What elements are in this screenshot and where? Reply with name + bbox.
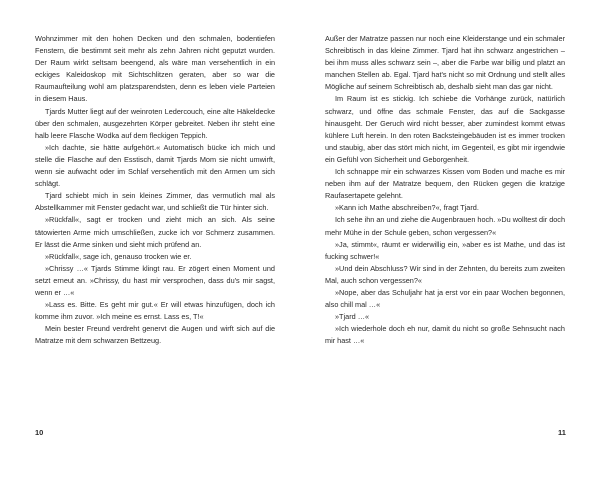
paragraph: »Rückfall«, sagt er trocken und zieht mich an sich. Als seine tätowierten Arme mich umschließen, zucke ich vor Schmerz zusammen. Er lässt die Arme sinken und sieht mich prüfend an. xyxy=(35,215,275,249)
right-page xyxy=(300,0,600,478)
left-page-text xyxy=(35,33,275,347)
paragraph: Tjard schiebt mich in sein kleines Zimmer, das vermutlich mal als Abstellkammer mit Fenster gedacht war, und schließt die Tür hinter sich. xyxy=(35,191,275,213)
page-number-left: 10 xyxy=(35,428,44,437)
paragraph: »Nope, aber das Schuljahr hat ja erst vor ein paar Wochen begonnen, also chill mal …« xyxy=(325,287,565,310)
paragraph: Tjards Mutter liegt auf der weinroten Ledercouch, eine alte Häkeldecke über den schmalen, ausgezehrten Körper gebreitet. Neben ihr steht eine halb leere Flasche Wodka auf dem fleckigen Teppich. xyxy=(35,106,275,140)
paragraph: »Chrissy …« Tjards Stimme klingt rau. Er zögert einen Moment und setzt erneut an. »Chrissy, du hast mir versprochen, dass du's mir sagst, wenn er …« xyxy=(35,263,275,297)
page-number-right: 11 xyxy=(558,428,566,437)
paragraph: »Ich wiederhole doch eh nur, damit du nicht so große Sehnsucht nach mir hast …« xyxy=(325,324,565,346)
paragraph: Mein bester Freund verdreht genervt die Augen und wirft sich auf die Matratze mit dem schwarzen Bettzeug. xyxy=(35,324,275,346)
paragraph: Ich sehe ihn an und ziehe die Augenbrauen hoch. »Du wolltest dir doch mehr Mühe in der Schule geben, schon vergessen?« xyxy=(325,215,566,237)
paragraph: »Kann ich Mathe abschreiben?«, fragt Tjard. xyxy=(335,203,479,213)
paragraph: »Ich dachte, sie hätte aufgehört.« Automatisch bücke ich mich und stelle die Flasche auf den Esstisch, damit Tjards Mom sie nicht umwirft, wenn sie aufwacht oder im Schlaf versehentlich mit den Armen um sich schlägt. xyxy=(35,142,275,189)
paragraph: Ich schnappe mir ein schwarzes Kissen vom Boden und mache es mir neben ihm auf der Matratze bequem, den Rücken gegen die kratzige Raufasertapete gelehnt. xyxy=(325,167,565,201)
paragraph: »Und dein Abschluss? Wir sind in der Zehnten, du bereits zum zweiten Mal, auch schon vergessen?« xyxy=(325,263,565,285)
right-page-text xyxy=(325,33,565,347)
paragraph: Außer der Matratze passen nur noch eine Kleiderstange und ein schmaler Schreibtisch in das kleine Zimmer. Tjard hat ihn schwarz angestrichen – bei ihm muss alles schwarz sein –, aber die Farbe war billig und platzt an manchen Stellen ab. Egal. Tjard hat's nicht so mit Ordnung und stellt alles Mögliche auf seinem Schreibtisch ab, deshalb sieht man das gar nicht. xyxy=(325,34,565,92)
paragraph: »Lass es. Bitte. Es geht mir gut.« Er will etwas hinzufügen, doch ich komme ihm zuvor. »Ich meine es ernst. Lass es, T!« xyxy=(35,300,275,322)
paragraph: Im Raum ist es stickig. Ich schiebe die Vorhänge zurück, natürlich schwarz, und öffne das schmale Fenster, das auf die Sackgasse hinausgeht. Der Geruch wird nicht besser, aber zumindest kommt etwas kühlere Luft herein. In den roten Backsteingebäuden ist es immer trocken und staubig, aber das stört mich nicht, im Gegenteil, es gibt mir irgendwie ein Gefühl von Sicherheit und Geborgenheit. xyxy=(325,94,565,164)
paragraph: Wohnzimmer mit den hohen Decken und den schmalen, bodentiefen Fenstern, die bestimmt seit mehr als zehn Jahren nicht geputzt wurden. Der Raum wirkt seltsam beengend, als wäre man versehentlich in ein eckiges Kaleidoskop mit Sichtschlitzen geraten, aber so war die Raumaufteilung wohl am platzsparendsten, denn es leben viele Parteien in diesem Haus. xyxy=(35,34,275,104)
paragraph: »Ja, stimmt«, räumt er widerwillig ein, »aber es ist Mathe, und das ist fucking schwer!« xyxy=(325,239,565,261)
paragraph: »Rückfall«, sage ich, genauso trocken wie er. xyxy=(45,251,192,261)
paragraph: »Tjard …« xyxy=(335,312,370,322)
